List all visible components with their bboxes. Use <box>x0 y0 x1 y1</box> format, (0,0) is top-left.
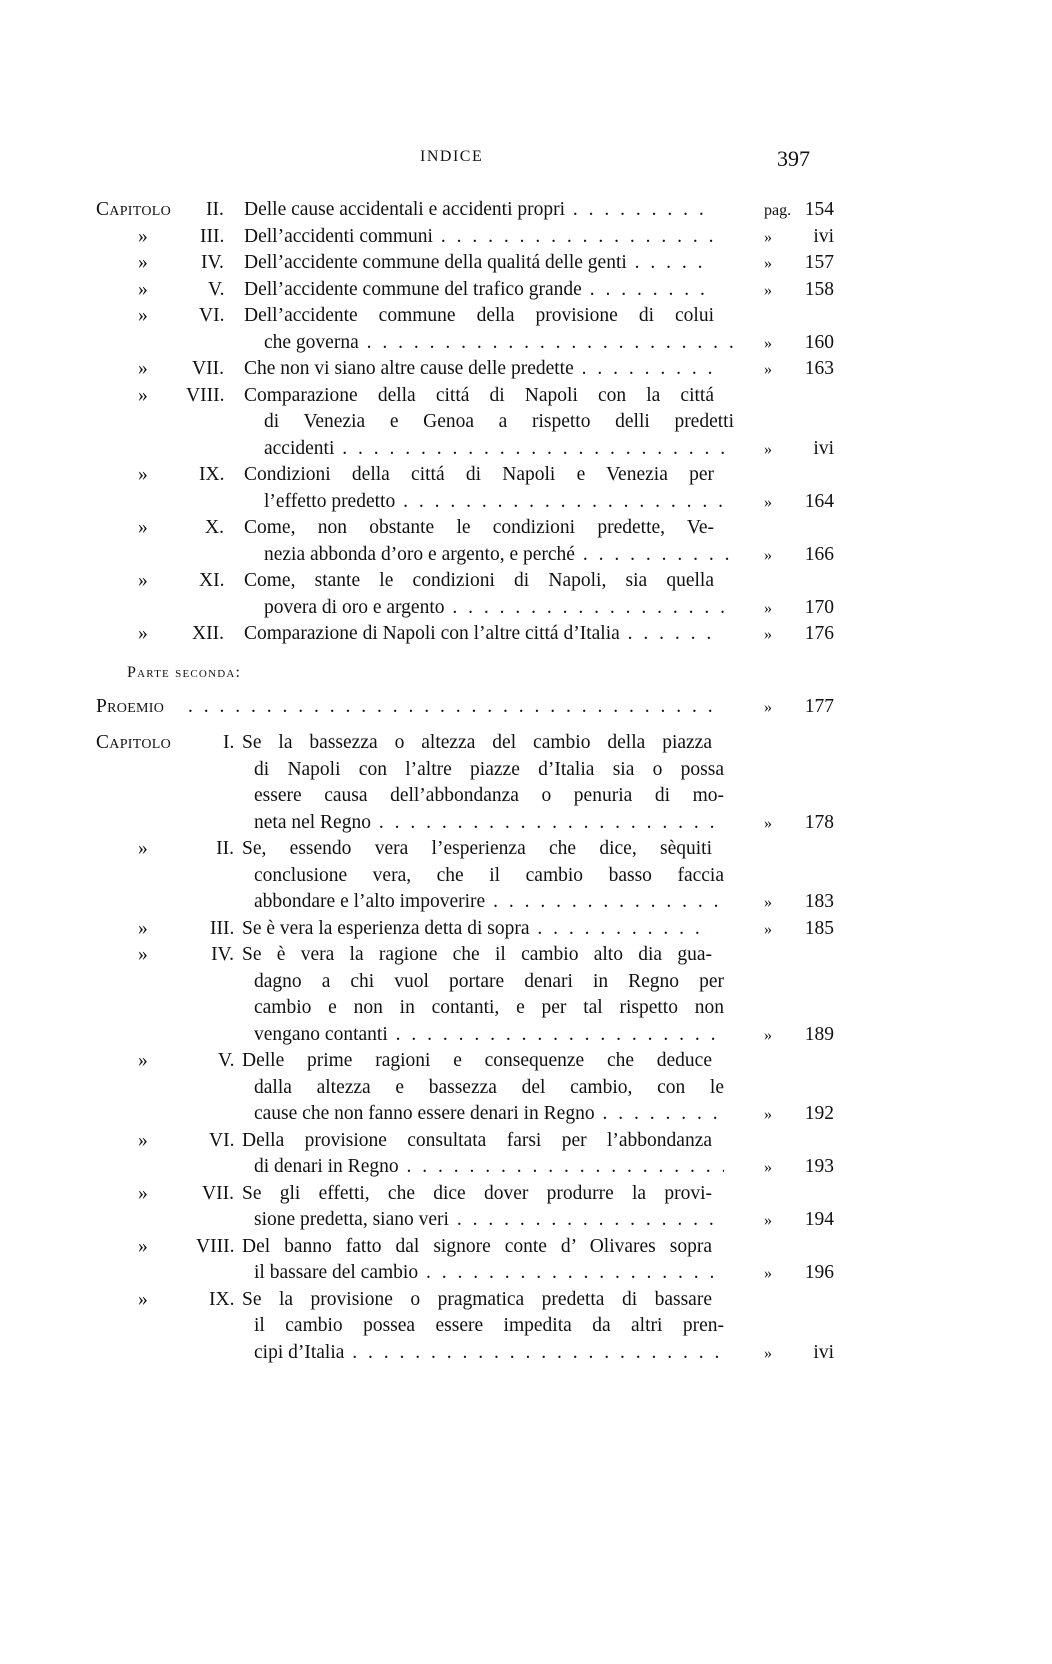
chapter-number: XI. <box>199 570 225 591</box>
toc-entry-continuation <box>0 409 1052 436</box>
entry-title-line <box>254 1022 724 1049</box>
entry-page <box>764 356 834 384</box>
chapter-number: IV. <box>211 944 234 965</box>
table-of-contents <box>0 197 1052 1366</box>
page-mark: » <box>764 1212 772 1229</box>
page-mark: » <box>764 1344 772 1362</box>
entry-title-line: Dell’accidente commune della provisione di colui <box>244 305 714 326</box>
entry-page <box>764 889 834 917</box>
entry-page <box>764 1207 834 1235</box>
entry-title-line <box>244 356 714 383</box>
entry-title-line: essere causa dell’abbondanza o penuria di mo- <box>254 785 724 806</box>
page-ref: 194 <box>804 1209 834 1230</box>
entry-title-text: Dell’accidenti communi <box>244 225 433 247</box>
entry-title-line <box>264 436 734 463</box>
ditto-mark: » <box>138 517 149 538</box>
page-ref: 177 <box>804 695 834 717</box>
toc-entry-continuation <box>0 595 1052 622</box>
entry-title-line: Delle prime ragioni e consequenze che deduce <box>242 1050 712 1071</box>
toc-entry-continuation <box>0 1207 1052 1234</box>
ditto-mark: » <box>138 944 149 965</box>
entry-page <box>764 277 834 305</box>
ditto-mark: » <box>138 917 149 939</box>
ditto-mark: » <box>138 838 149 859</box>
toc-entry-continuation <box>0 969 1052 996</box>
ditto-mark: » <box>138 358 149 379</box>
page-ref: 164 <box>804 490 834 512</box>
entry-page <box>764 224 834 252</box>
entry-title-text: di denari in Regno <box>254 1156 399 1177</box>
toc-entry-continuation <box>0 330 1052 357</box>
entry-title-line: Se gli effetti, che dice dover produrre la provi- <box>242 1182 712 1204</box>
page-ref: 193 <box>804 1156 834 1177</box>
entry-page <box>764 916 834 944</box>
chapter-label: Capitolo <box>96 199 172 220</box>
ditto-mark: » <box>138 384 149 406</box>
part-two-heading-text: Parte seconda: <box>127 663 242 681</box>
ditto-mark: » <box>138 1235 149 1257</box>
chapter-number: VI. <box>209 1129 235 1151</box>
toc-entry-continuation <box>0 863 1052 890</box>
entry-title-line: Come, non obstante le condizioni predette, Ve- <box>244 517 714 538</box>
part-two-list <box>0 730 1052 1366</box>
toc-entry <box>0 568 1052 595</box>
toc-entry-continuation <box>0 810 1052 837</box>
entry-title-line: Del banno fatto dal signore conte d’ Olivares sopra <box>242 1235 712 1257</box>
entry-title-line <box>254 1207 724 1234</box>
entry-title-line <box>244 621 714 648</box>
part-one-list <box>0 197 1052 648</box>
entry-title-text: cipi d’Italia <box>254 1341 345 1363</box>
entry-page <box>764 810 834 838</box>
entry-title-text: cause che non fanno essere denari in Regno <box>254 1103 595 1124</box>
toc-entry-continuation <box>0 1313 1052 1340</box>
toc-entry-continuation <box>0 783 1052 810</box>
entry-title-text: Delle cause accidentali e accidenti propri <box>244 199 566 220</box>
entry-label: Proemio <box>96 695 165 717</box>
entry-page <box>764 542 834 570</box>
entry-title-line <box>244 197 714 224</box>
ditto-mark: » <box>138 1129 149 1151</box>
entry-title-text: Che non vi siano altre cause delle predette <box>244 358 574 379</box>
entry-title-text: vengano contanti <box>254 1023 388 1045</box>
page-mark: » <box>764 334 772 352</box>
page-ref: 189 <box>804 1023 834 1045</box>
toc-entry <box>0 356 1052 383</box>
entry-page <box>764 694 834 722</box>
toc-entry <box>0 250 1052 277</box>
page-number: 397 <box>777 146 810 171</box>
ditto-mark: » <box>138 570 149 591</box>
entry-title-line: il cambio possea essere impedita da altri pren- <box>254 1315 724 1336</box>
ditto-mark: » <box>138 623 149 644</box>
ditto-mark: » <box>138 1050 149 1071</box>
toc-entry <box>0 1287 1052 1314</box>
entry-title-text: l’effetto predetto <box>264 490 396 512</box>
dot-leader <box>188 694 712 721</box>
entry-title-text: sione predetta, siano veri <box>254 1209 449 1230</box>
chapter-number: IX. <box>209 1288 235 1310</box>
toc-entry-continuation <box>0 757 1052 784</box>
page-ref: ivi <box>813 437 834 459</box>
page-ref: ivi <box>813 1341 834 1363</box>
ditto-mark: » <box>138 278 149 300</box>
page-ref: 185 <box>804 917 834 939</box>
entry-title-line: Come, stante le condizioni di Napoli, sia quella <box>244 570 714 591</box>
page-mark: » <box>764 493 772 511</box>
entry-title-line <box>242 916 712 943</box>
entry-title-line <box>244 250 714 277</box>
page-ref: 192 <box>804 1103 834 1124</box>
toc-entry-proemio <box>0 694 1052 721</box>
entry-title-line: cambio e non in contanti, e per tal rispetto non <box>254 997 724 1018</box>
entry-title-text: Dell’accidente commune della qualitá delle genti <box>244 252 627 273</box>
toc-entry-continuation <box>0 995 1052 1022</box>
chapter-number: II. <box>206 199 224 220</box>
entry-title-line <box>264 542 734 569</box>
entry-title-line <box>264 595 734 622</box>
toc-entry <box>0 224 1052 251</box>
entry-title-line: Se la bassezza o altezza del cambio della piazza <box>242 732 712 753</box>
chapter-number: VIII. <box>186 384 225 406</box>
entry-title-line <box>264 489 734 516</box>
entry-page <box>764 197 834 225</box>
entry-page <box>764 250 834 278</box>
page-mark: » <box>764 1265 772 1282</box>
chapter-number: VII. <box>202 1182 234 1204</box>
page-mark: » <box>764 281 772 299</box>
entry-page <box>764 330 834 358</box>
toc-entry <box>0 1234 1052 1261</box>
entry-title-line <box>244 224 714 251</box>
toc-entry <box>0 197 1052 224</box>
toc-entry-continuation <box>0 1154 1052 1181</box>
toc-entry-continuation <box>0 436 1052 463</box>
ditto-mark: » <box>138 1288 149 1310</box>
toc-entry <box>0 462 1052 489</box>
entry-title-line: di Venezia e Genoa a rispetto delli predetti <box>264 411 734 432</box>
page-header <box>0 146 1052 176</box>
toc-entry <box>0 942 1052 969</box>
ditto-mark: » <box>138 225 149 247</box>
entry-title-line <box>254 889 724 916</box>
entry-title-line: Della provisione consultata farsi per l’abbondanza <box>242 1129 712 1151</box>
entry-page <box>764 1260 834 1288</box>
toc-entry <box>0 277 1052 304</box>
entry-title-line: dalla altezza e bassezza del cambio, con le <box>254 1076 724 1098</box>
toc-entry <box>0 303 1052 330</box>
page-ref: 160 <box>804 331 834 353</box>
toc-entry-continuation <box>0 889 1052 916</box>
toc-entry <box>0 730 1052 757</box>
entry-title-text: povera di oro e argento <box>264 596 445 618</box>
entry-title-line: conclusione vera, che il cambio basso faccia <box>254 864 724 886</box>
toc-entry <box>0 916 1052 943</box>
entry-page <box>764 1101 834 1129</box>
page-ref: 163 <box>804 358 834 379</box>
entry-title-text: Se è vera la esperienza detta di sopra <box>242 917 530 939</box>
chapter-number: V. <box>208 278 225 300</box>
ditto-mark: » <box>138 252 149 273</box>
page-mark: » <box>764 255 772 272</box>
chapter-number: IV. <box>201 252 224 273</box>
chapter-number: VII. <box>192 358 224 379</box>
page-mark: » <box>764 546 772 564</box>
toc-entry <box>0 1048 1052 1075</box>
entry-page <box>764 1154 834 1182</box>
toc-entry-continuation <box>0 1340 1052 1367</box>
entry-title-line <box>244 277 714 304</box>
chapter-number: X. <box>205 517 224 538</box>
entry-title-line: Comparazione della cittá di Napoli con la cittá <box>244 384 714 406</box>
toc-entry-continuation <box>0 542 1052 569</box>
chapter-number: V. <box>218 1050 235 1071</box>
toc-entry-continuation <box>0 1075 1052 1102</box>
entry-title-line <box>254 1154 724 1181</box>
chapter-number: VIII. <box>196 1235 235 1257</box>
toc-entry-continuation <box>0 1260 1052 1287</box>
entry-title-line: Se è vera la ragione che il cambio alto dia gua- <box>242 944 712 965</box>
chapter-label: Capitolo <box>96 732 172 753</box>
page-mark: » <box>764 440 772 458</box>
entry-title-text: abbondare e l’alto impoverire <box>254 891 486 912</box>
running-title: INDICE <box>420 148 484 165</box>
entry-title-line: Condizioni della cittá di Napoli e Venezia per <box>244 464 714 485</box>
toc-entry <box>0 621 1052 648</box>
ditto-mark: » <box>138 1182 149 1204</box>
entry-title-text: Comparazione di Napoli con l’altre cittá d’Italia <box>244 623 620 644</box>
entry-title-line <box>254 810 724 837</box>
toc-entry <box>0 515 1052 542</box>
entry-title-line <box>254 1260 724 1287</box>
toc-entry <box>0 1128 1052 1155</box>
entry-page <box>764 436 834 464</box>
entry-title-line: Se la provisione o pragmatica predetta di bassare <box>242 1288 712 1310</box>
page-ref: 158 <box>804 278 834 300</box>
page-mark: pag. <box>764 202 792 219</box>
entry-page <box>764 595 834 623</box>
page-mark: » <box>764 814 772 832</box>
entry-title-line <box>254 1101 724 1128</box>
page-ref: 166 <box>804 543 834 565</box>
chapter-number: II. <box>216 838 234 859</box>
entry-title-line: Se, essendo vera l’esperienza che dice, sèquiti <box>242 838 712 859</box>
ditto-mark: » <box>764 698 772 716</box>
entry-page <box>764 621 834 649</box>
entry-title-line: dagno a chi vuol portare denari in Regno per <box>254 970 724 992</box>
toc-entry-continuation <box>0 489 1052 516</box>
page-mark: » <box>764 361 772 378</box>
part-two-heading <box>0 664 1052 694</box>
page-mark: » <box>764 228 772 246</box>
chapter-number: III. <box>200 225 225 247</box>
toc-entry <box>0 383 1052 410</box>
chapter-number: IX. <box>199 464 225 485</box>
ditto-mark: » <box>138 464 149 485</box>
page-ref: 183 <box>804 891 834 912</box>
page-ref: 176 <box>804 623 834 644</box>
page-mark: » <box>764 1026 772 1044</box>
entry-page <box>764 1022 834 1050</box>
page-mark: » <box>764 1159 772 1176</box>
toc-entry <box>0 836 1052 863</box>
page-mark: » <box>764 1106 772 1123</box>
page-mark: » <box>764 920 772 938</box>
entry-title-text: Dell’accidente commune del trafico grande <box>244 278 582 300</box>
ditto-mark: » <box>138 305 149 326</box>
chapter-number: I. <box>223 732 235 753</box>
entry-title-text: che governa <box>264 331 359 353</box>
entry-title-line <box>254 1340 724 1367</box>
entry-page <box>764 489 834 517</box>
entry-title-text: il bassare del cambio <box>254 1262 419 1283</box>
entry-title-line: di Napoli con l’altre piazze d’Italia sia o possa <box>254 758 724 780</box>
entry-title-text: nezia abbonda d’oro e argento, e perché <box>264 543 575 565</box>
page-ref: 154 <box>804 199 834 220</box>
chapter-number: XII. <box>192 623 224 644</box>
entry-title-line <box>264 330 734 357</box>
page-mark: » <box>764 599 772 617</box>
toc-entry <box>0 1181 1052 1208</box>
chapter-number: VI. <box>199 305 225 326</box>
page-ref: 170 <box>804 596 834 618</box>
entry-title-text: accidenti <box>264 437 335 459</box>
page-ref: 178 <box>804 811 834 833</box>
entry-page <box>764 1340 834 1368</box>
page-mark: » <box>764 626 772 643</box>
chapter-number: III. <box>210 917 235 939</box>
page-ref: 196 <box>804 1262 834 1283</box>
entry-title-text: neta nel Regno <box>254 811 371 833</box>
page-ref: 157 <box>804 252 834 273</box>
toc-entry-continuation <box>0 1101 1052 1128</box>
page-mark: » <box>764 894 772 911</box>
page-ref: ivi <box>813 225 834 247</box>
toc-entry-continuation <box>0 1022 1052 1049</box>
